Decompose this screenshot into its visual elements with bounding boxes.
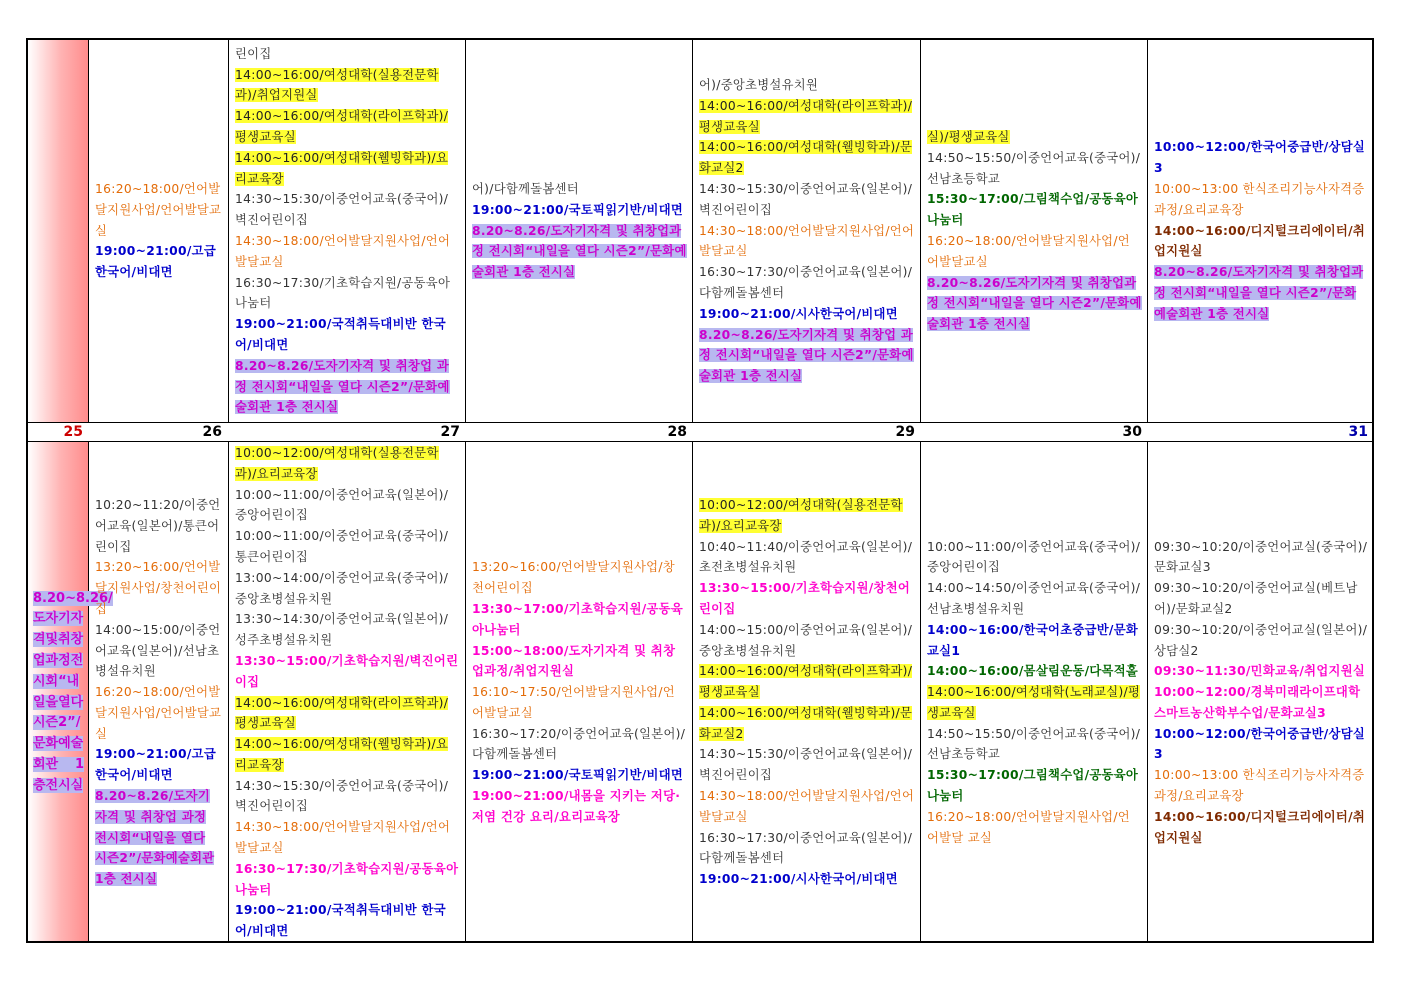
event-entry xyxy=(472,557,687,599)
event-text: 14:00~16:00/여성대학(웰빙학과)/문화교실2 xyxy=(699,140,913,176)
date-cell: 30 xyxy=(1122,424,1142,440)
event-text: 14:30~18:00/언어발달지원사업/언어발달교실 xyxy=(235,234,451,269)
day-cell xyxy=(1148,40,1374,422)
event-text: 14:30~15:30/이중언어교육(중국어)/벽진어린이집 xyxy=(235,192,449,228)
event-text: 19:00~21:00/시사한국어/비대면 xyxy=(699,306,898,321)
event-entry xyxy=(235,526,460,568)
event-text: 14:00~16:00/여성대학(웰빙학과)/요리교육장 xyxy=(235,150,449,186)
event-text: 09:30~11:30/민화교육/취업지원실 xyxy=(1154,664,1366,679)
day-cell xyxy=(466,442,693,943)
event-entry xyxy=(235,485,460,527)
event-entry xyxy=(699,325,915,387)
event-entry xyxy=(699,537,915,579)
event-text: 14:30~15:30/이중언어교육(일본어)/벽진어린이집 xyxy=(699,182,913,217)
event-text: 16:30~17:20/이중언어교육(일본어)/다함께돌봄센터 xyxy=(472,726,686,762)
event-entry xyxy=(927,620,1142,662)
event-text: 10:20~11:20/이중언어교육(일본어)/통큰어린이집 xyxy=(95,497,221,554)
day-cell xyxy=(228,40,466,422)
event-text: 19:00~21:00/국적취득대비반 한국어/비대면 xyxy=(235,903,446,939)
event-text: 16:20~18:00/언어발달지원사업/언어발달교실 xyxy=(95,182,222,238)
event-entry xyxy=(1154,578,1368,620)
event-entry xyxy=(235,189,460,231)
event-entry xyxy=(699,703,915,745)
event-text: 14:00~16:00/디지털크리에이터/취업지원실 xyxy=(1154,223,1366,259)
event-text: 19:00~21:00/내몸을 지키는 저당·저염 건강 요리/요리교육장 xyxy=(472,789,681,824)
event-entry xyxy=(927,765,1142,807)
event-text: 린이집 xyxy=(235,46,272,61)
event-entry xyxy=(95,495,222,557)
event-entry xyxy=(1154,179,1368,221)
event-text: 14:00~15:00/이중언어교육(일본어)/중앙초병설유치원 xyxy=(699,622,913,658)
event-text: 8.20~8.26/도자기자격 및 취창업 과정 전시회“내일을 열다 시즌2”/문화예술회관 1층 전시실 xyxy=(699,327,914,384)
event-text: 14:00~16:00/한국어초중급반/문화교실1 xyxy=(927,622,1139,658)
event-text: 14:00~16:00/디지털크리에이터/취업지원실 xyxy=(1154,809,1366,845)
event-entry xyxy=(1154,682,1368,724)
event-entry xyxy=(1154,765,1368,807)
event-text: 8.20~8.26/도자기자격 및 취창업과정 전시회“내일을 열다 시즌2”/문화예술회관 1층 전시실 xyxy=(472,223,687,280)
event-text: 10:00~12:00/한국어중급반/상담실3 xyxy=(1154,140,1366,176)
date-cell: 31 xyxy=(1348,424,1368,440)
event-entry xyxy=(927,273,1142,335)
event-entry xyxy=(927,682,1142,724)
event-entry xyxy=(235,231,460,273)
date-cell: 25 xyxy=(63,424,83,440)
event-text: 14:50~15:50/이중언어교육(중국어)/선남초등학교 xyxy=(927,150,1141,186)
event-text: 13:20~16:00/언어발달지원사업/창천어린이집 xyxy=(472,560,675,596)
event-entry xyxy=(1154,807,1368,849)
event-entry xyxy=(699,786,915,828)
event-text: 어)/중앙초병설유치원 xyxy=(699,78,819,93)
event-entry xyxy=(927,537,1142,579)
event-text: 실)/평생교육실 xyxy=(927,130,1010,145)
event-text: 16:20~18:00/언어발달지원사업/언어발달 교실 xyxy=(927,809,1130,845)
event-entry xyxy=(927,807,1142,849)
sunday-cell xyxy=(28,442,113,943)
event-text: 13:30~14:30/이중언어교육(일본어)/성주초병설유치원 xyxy=(235,612,449,648)
day-cell xyxy=(693,40,921,422)
event-text: 09:30~10:20/이중언어교실(베트남어)/문화교실2 xyxy=(1154,581,1358,616)
event-entry xyxy=(95,179,222,241)
event-text: 16:20~18:00/언어발달지원사업/언어발달교실 xyxy=(95,685,222,741)
event-text: 10:00~11:00/이중언어교육(일본어)/중앙어린이집 xyxy=(235,487,449,523)
event-entry xyxy=(235,443,460,485)
event-entry xyxy=(699,262,915,304)
event-text: 14:00~16:00/여성대학(라이프학과)/평생교육실 xyxy=(235,695,449,731)
event-text: 어)/다함께돌봄센터 xyxy=(472,182,579,196)
event-text: 19:00~21:00/고급한국어/비대면 xyxy=(95,747,217,783)
date-cell: 27 xyxy=(440,424,460,440)
event-entry xyxy=(1154,620,1368,662)
event-text: 16:10~17:50/언어발달지원사업/언어발달교실 xyxy=(472,685,675,720)
event-entry xyxy=(699,96,915,138)
event-entry xyxy=(472,786,687,828)
event-entry xyxy=(699,304,915,325)
calendar-table xyxy=(26,38,1374,943)
event-entry xyxy=(235,900,460,942)
event-text: 14:30~18:00/언어발달지원사업/언어발달교실 xyxy=(699,223,915,259)
event-text: 14:30~18:00/언어발달지원사업/언어발달교실 xyxy=(699,789,915,824)
event-entry xyxy=(472,765,687,786)
event-entry xyxy=(95,241,222,283)
event-text: 16:30~17:30/기초학습지원/공동육아나눔터 xyxy=(235,275,451,311)
event-text: 14:00~16:00/여성대학(웰빙학과)/요리교육장 xyxy=(235,737,449,772)
event-text: 13:00~14:00/이중언어교육(중국어)/중앙초병설유치원 xyxy=(235,570,449,606)
event-text: 8.20~8.26/도자기자격 및 취창업 과정 전시회“내일을 열다 시즌2”/문화예술회관 1층 전시실 xyxy=(235,358,450,415)
event-entry xyxy=(699,869,915,890)
event-text: 14:00~16:00/여성대학(실용전문학과)/취업지원실 xyxy=(235,67,439,103)
event-entry xyxy=(927,231,1142,273)
event-entry xyxy=(699,578,915,620)
event-text: 19:00~21:00/시사한국어/비대면 xyxy=(699,872,898,887)
event-text: 19:00~21:00/국토픽읽기반/비대면 xyxy=(472,202,684,217)
event-entry xyxy=(699,495,915,537)
day-cell xyxy=(1148,442,1374,943)
event-entry xyxy=(235,65,460,107)
event-text: 10:00~12:00/경북미래라이프대학 스마트농산학부수업/문화교실3 xyxy=(1154,685,1361,720)
event-entry xyxy=(235,651,460,693)
event-entry xyxy=(235,314,460,356)
event-text: 14:30~18:00/언어발달지원사업/언어발달교실 xyxy=(235,820,451,856)
event-entry xyxy=(95,786,222,890)
event-entry xyxy=(235,693,460,735)
event-text: 19:00~21:00/고급한국어/비대면 xyxy=(95,244,217,280)
event-entry xyxy=(235,817,460,859)
event-entry xyxy=(235,776,460,818)
event-text: 13:20~16:00/언어발달지원사업/창천어린이집 xyxy=(95,560,222,616)
event-entry xyxy=(95,557,222,619)
event-text: 19:00~21:00/국적취득대비반 한국어/비대면 xyxy=(235,317,446,352)
event-entry xyxy=(1154,724,1368,766)
event-entry xyxy=(927,578,1142,620)
date-cell: 26 xyxy=(202,424,222,440)
event-text: 10:00~12:00/여성대학(실용전문학과)/요리교육장 xyxy=(235,445,439,481)
day-cell xyxy=(89,442,228,943)
event-entry xyxy=(472,200,687,221)
event-text: 15:30~17:00/그림책수업/공동육아나눔터 xyxy=(927,192,1139,228)
sunday-event: 8.20~8.26/도자기자격및취창업과정전시회“내일을열다시즌2”/문화예술회관 1층전시실 xyxy=(33,590,113,793)
event-entry xyxy=(472,599,687,641)
event-entry xyxy=(472,682,687,724)
event-text: 16:30~17:30/이중언어교육(일본어)/다함께돌봄센터 xyxy=(699,830,913,866)
day-cell xyxy=(921,40,1148,422)
event-text: 14:00~16:00/여성대학(라이프학과)/평생교육실 xyxy=(235,109,449,145)
event-entry xyxy=(699,620,915,662)
event-text: 16:20~18:00/언어발달지원사업/언어발달교실 xyxy=(927,234,1130,269)
date-cell: 29 xyxy=(895,424,915,440)
event-entry xyxy=(1154,661,1368,682)
day-cell xyxy=(89,40,228,422)
event-text: 10:00~11:00/이중언어교육(중국어)/통큰어린이집 xyxy=(235,529,449,564)
event-text: 14:30~15:30/이중언어교육(일본어)/벽진어린이집 xyxy=(699,747,913,783)
event-text: 13:30~15:00/기초학습지원/벽진어린이집 xyxy=(235,653,459,689)
event-text: 19:00~21:00/국토픽읽기반/비대면 xyxy=(472,768,684,783)
event-text: 15:00~18:00/도자기자격 및 취창업과정/취업지원실 xyxy=(472,643,676,679)
event-entry xyxy=(235,609,460,651)
event-text: 14:30~15:30/이중언어교육(중국어)/벽진어린이집 xyxy=(235,778,449,814)
day-cell xyxy=(921,442,1148,943)
event-text: 09:30~10:20/이중언어교실(중국어)/문화교실3 xyxy=(1154,539,1368,575)
event-text: 16:30~17:30/이중언어교육(일본어)/다함께돌봄센터 xyxy=(699,265,913,300)
event-entry xyxy=(699,744,915,786)
event-text: 10:40~11:40/이중언어교육(일본어)/초전초병설유치원 xyxy=(699,539,913,575)
event-entry xyxy=(235,273,460,315)
event-entry xyxy=(927,189,1142,231)
event-text: 14:00~14:50/이중언어교육(중국어)/선남초병설유치원 xyxy=(927,581,1141,616)
event-entry xyxy=(1154,137,1368,179)
event-entry xyxy=(235,568,460,610)
event-text: 10:00~11:00/이중언어교육(중국어)/중앙어린이집 xyxy=(927,539,1141,575)
event-text: 14:00~16:00/여성대학(노래교실)/평생교육실 xyxy=(927,685,1141,720)
event-entry xyxy=(472,641,687,683)
day-cell xyxy=(693,442,921,943)
event-text: 14:00~16:00/여성대학(웰빙학과)/문화교실2 xyxy=(699,705,913,741)
event-entry xyxy=(699,75,915,96)
event-entry xyxy=(235,859,460,901)
event-text: 10:00~12:00/여성대학(실용전문학과)/요리교육장 xyxy=(699,497,903,533)
day-cell xyxy=(228,442,466,943)
event-entry xyxy=(1154,221,1368,263)
event-entry xyxy=(1154,262,1368,324)
event-entry xyxy=(699,828,915,870)
event-text: 10:00~13:00 한식조리기능사자격증 과정/요리교육장 xyxy=(1154,182,1365,217)
date-row xyxy=(28,422,1372,442)
event-text: 13:30~15:00/기초학습지원/창천어린이집 xyxy=(699,581,911,616)
event-entry xyxy=(472,724,687,766)
date-cell: 28 xyxy=(667,424,687,440)
event-entry xyxy=(927,127,1142,148)
event-text: 10:00~12:00/한국어중급반/상담실3 xyxy=(1154,726,1366,762)
event-text: 8.20~8.26/도자기자격 및 취창업과정 전시회“내일을 열다 시즌2”/문화예술회관 1층 전시실 xyxy=(1154,265,1364,321)
event-text: 8.20~8.26/도자기자격 및 취창업과정 전시회“내일을 열다 시즌2”/문화예술회관 1층 전시실 xyxy=(927,275,1142,332)
event-text: 13:30~17:00/기초학습지원/공동육아나눔터 xyxy=(472,601,684,637)
event-entry xyxy=(235,148,460,190)
event-text: 14:00~16:00/몸살림운동/다목적홀 xyxy=(927,664,1139,679)
event-entry xyxy=(927,148,1142,190)
event-text: 14:00~15:00/이중언어교육(일본어)/선남초병설유치원 xyxy=(95,622,221,679)
event-text: 14:50~15:50/이중언어교육(중국어)/선남초등학교 xyxy=(927,726,1141,762)
event-entry xyxy=(95,744,222,786)
event-entry xyxy=(699,221,915,263)
event-entry xyxy=(235,106,460,148)
event-text: 10:00~13:00 한식조리기능사자격증 과정/요리교육장 xyxy=(1154,768,1365,804)
day-cell xyxy=(466,40,693,422)
event-entry xyxy=(472,179,687,200)
event-text: 15:30~17:00/그림책수업/공동육아나눔터 xyxy=(927,768,1139,804)
event-entry xyxy=(235,356,460,418)
event-entry xyxy=(927,724,1142,766)
event-text: 14:00~16:00/여성대학(라이프학과)/평생교육실 xyxy=(699,664,913,700)
event-entry xyxy=(95,682,222,744)
event-text: 8.20~8.26/도자기자격 및 취창업 과정 전시회“내일을 열다 시즌2”/문화예술회관 1층 전시실 xyxy=(95,789,215,887)
event-text: 16:30~17:30/기초학습지원/공동육아나눔터 xyxy=(235,861,459,897)
event-text: 14:00~16:00/여성대학(라이프학과)/평생교육실 xyxy=(699,98,913,134)
event-entry xyxy=(699,137,915,179)
event-entry xyxy=(235,44,460,65)
event-entry xyxy=(1154,537,1368,579)
event-entry xyxy=(95,620,222,682)
event-entry xyxy=(472,221,687,283)
event-entry xyxy=(235,734,460,776)
event-entry xyxy=(699,661,915,703)
event-text: 09:30~10:20/이중언어교실(일본어)/상담실2 xyxy=(1154,622,1368,658)
event-entry xyxy=(927,661,1142,682)
event-entry xyxy=(699,179,915,221)
